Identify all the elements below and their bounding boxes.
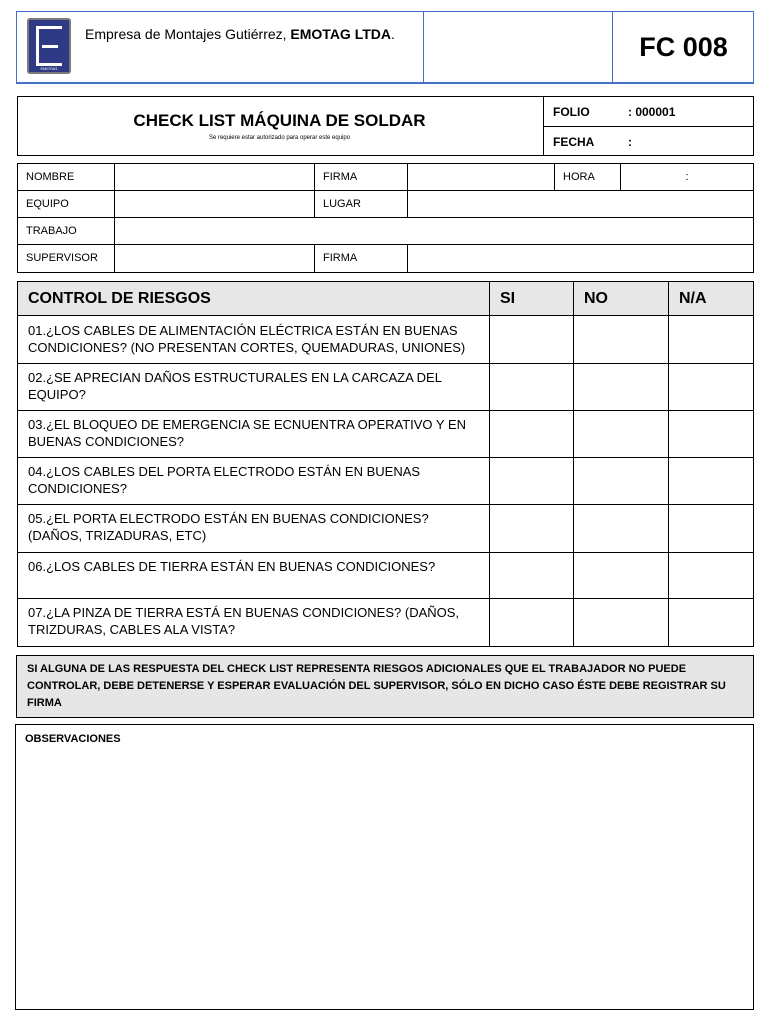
logo-tag: EMOTAG <box>40 66 58 71</box>
answer-si-cell[interactable] <box>490 458 573 504</box>
fecha-value[interactable]: : <box>628 135 632 149</box>
firma-supervisor-label: FIRMA <box>323 252 358 264</box>
answer-na-cell[interactable] <box>669 317 753 363</box>
supervisor-label: SUPERVISOR <box>26 252 98 264</box>
table-row <box>18 599 753 646</box>
company-name <box>85 26 395 42</box>
answer-no-cell[interactable] <box>574 553 668 598</box>
supervisor-notice: SI ALGUNA DE LAS RESPUESTA DEL CHECK LIST REPRESENTA RIESGOS ADICIONALES QUE EL TRABAJADOR NO PUEDE CONTROLAR, DEBE DETENERSE Y ESPERAR EVALUACIÓN DEL SUPERVISOR, SÓLO EN DICHO CASO ÉSTE DEBE REGISTRAR SU FIRMA <box>16 655 754 718</box>
table-header <box>18 282 753 316</box>
answer-no-cell[interactable] <box>574 411 668 457</box>
nombre-label: NOMBRE <box>26 171 75 183</box>
table-row <box>18 458 753 505</box>
answer-si-cell[interactable] <box>490 364 573 410</box>
firma-label: FIRMA <box>323 171 358 183</box>
hora-field[interactable]: : <box>685 171 689 183</box>
title-block <box>17 96 754 156</box>
info-row <box>18 245 753 272</box>
answer-no-cell[interactable] <box>574 364 668 410</box>
fecha-label: FECHA <box>553 135 595 149</box>
table-row <box>18 364 753 411</box>
logo-letter-e-icon <box>36 26 62 66</box>
company-prefix: Empresa de Montajes Gutiérrez, <box>85 26 291 42</box>
answer-na-cell[interactable] <box>669 364 753 410</box>
answer-na-cell[interactable] <box>669 411 753 457</box>
table-row <box>18 553 753 599</box>
lugar-field[interactable] <box>408 191 753 217</box>
table-row <box>18 505 753 553</box>
answer-na-cell[interactable] <box>669 599 753 646</box>
trabajo-field[interactable] <box>115 218 753 244</box>
observations-label: OBSERVACIONES <box>25 733 121 745</box>
title-divider <box>543 126 754 127</box>
question-text: 04.¿LOS CABLES DEL PORTA ELECTRODO ESTÁN EN BUENAS CONDICIONES? <box>28 464 421 496</box>
answer-na-cell[interactable] <box>669 553 753 598</box>
answer-si-cell[interactable] <box>490 553 573 598</box>
observations-box[interactable] <box>15 724 754 1010</box>
company-logo <box>27 18 71 74</box>
info-row <box>18 191 753 218</box>
risk-control-table <box>17 281 754 647</box>
worker-info-grid <box>17 163 754 273</box>
risk-heading: CONTROL DE RIESGOS <box>28 290 211 307</box>
form-subtitle: Se requiere estar autorizado para operar este equipo <box>208 135 351 141</box>
answer-si-cell[interactable] <box>490 505 573 552</box>
lugar-label: LUGAR <box>323 198 361 210</box>
question-text: 01.¿LOS CABLES DE ALIMENTACIÓN ELÉCTRICA ESTÁN EN BUENAS CONDICIONES? (NO PRESENTAN CORTES, QUEMADURAS, UNIONES) <box>28 323 466 355</box>
company-suffix: . <box>391 26 395 42</box>
answer-no-cell[interactable] <box>574 505 668 552</box>
question-text: 06.¿LOS CABLES DE TIERRA ESTÁN EN BUENAS CONDICIONES? <box>28 559 436 574</box>
col-na-header: N/A <box>679 290 707 307</box>
table-row <box>18 411 753 458</box>
hora-label: HORA <box>563 171 595 183</box>
col-si-header: SI <box>500 290 516 307</box>
firma-supervisor-field[interactable] <box>408 245 753 271</box>
info-row <box>18 218 753 245</box>
answer-si-cell[interactable] <box>490 317 573 363</box>
question-text: 05.¿EL PORTA ELECTRODO ESTÁN EN BUENAS CONDICIONES? (DAÑOS, TRIZADURAS, ETC) <box>28 511 429 543</box>
firma-field[interactable] <box>408 164 554 190</box>
col-no-header: NO <box>584 290 608 307</box>
info-row <box>18 164 753 191</box>
question-text: 02.¿SE APRECIAN DAÑOS ESTRUCTURALES EN LA CARCAZA DEL EQUIPO? <box>28 370 442 402</box>
document-header <box>16 11 754 84</box>
question-text: 03.¿EL BLOQUEO DE EMERGENCIA SE ECNUENTRA OPERATIVO Y EN BUENAS CONDICIONES? <box>28 417 467 449</box>
nombre-field[interactable] <box>115 164 314 190</box>
equipo-label: EQUIPO <box>26 198 69 210</box>
form-title: CHECK LIST MÁQUINA DE SOLDAR <box>133 111 426 130</box>
folio-value: : 000001 <box>628 105 676 119</box>
answer-si-cell[interactable] <box>490 599 573 646</box>
answer-na-cell[interactable] <box>669 505 753 552</box>
equipo-field[interactable] <box>115 191 314 217</box>
header-divider <box>423 12 424 83</box>
supervisor-field[interactable] <box>115 245 314 271</box>
folio-label: FOLIO <box>553 105 590 119</box>
company-bold-name: EMOTAG LTDA <box>290 26 391 42</box>
question-text: 07.¿LA PINZA DE TIERRA ESTÁ EN BUENAS CONDICIONES? (DAÑOS, TRIZDURAS, CABLES ALA VISTA? <box>28 605 460 637</box>
column-divider <box>489 282 490 646</box>
form-code: FC 008 <box>639 32 728 62</box>
table-row <box>18 317 753 364</box>
answer-no-cell[interactable] <box>574 599 668 646</box>
answer-na-cell[interactable] <box>669 458 753 504</box>
answer-no-cell[interactable] <box>574 317 668 363</box>
trabajo-label: TRABAJO <box>26 225 77 237</box>
answer-si-cell[interactable] <box>490 411 573 457</box>
answer-no-cell[interactable] <box>574 458 668 504</box>
column-divider <box>668 282 669 646</box>
column-divider <box>573 282 574 646</box>
